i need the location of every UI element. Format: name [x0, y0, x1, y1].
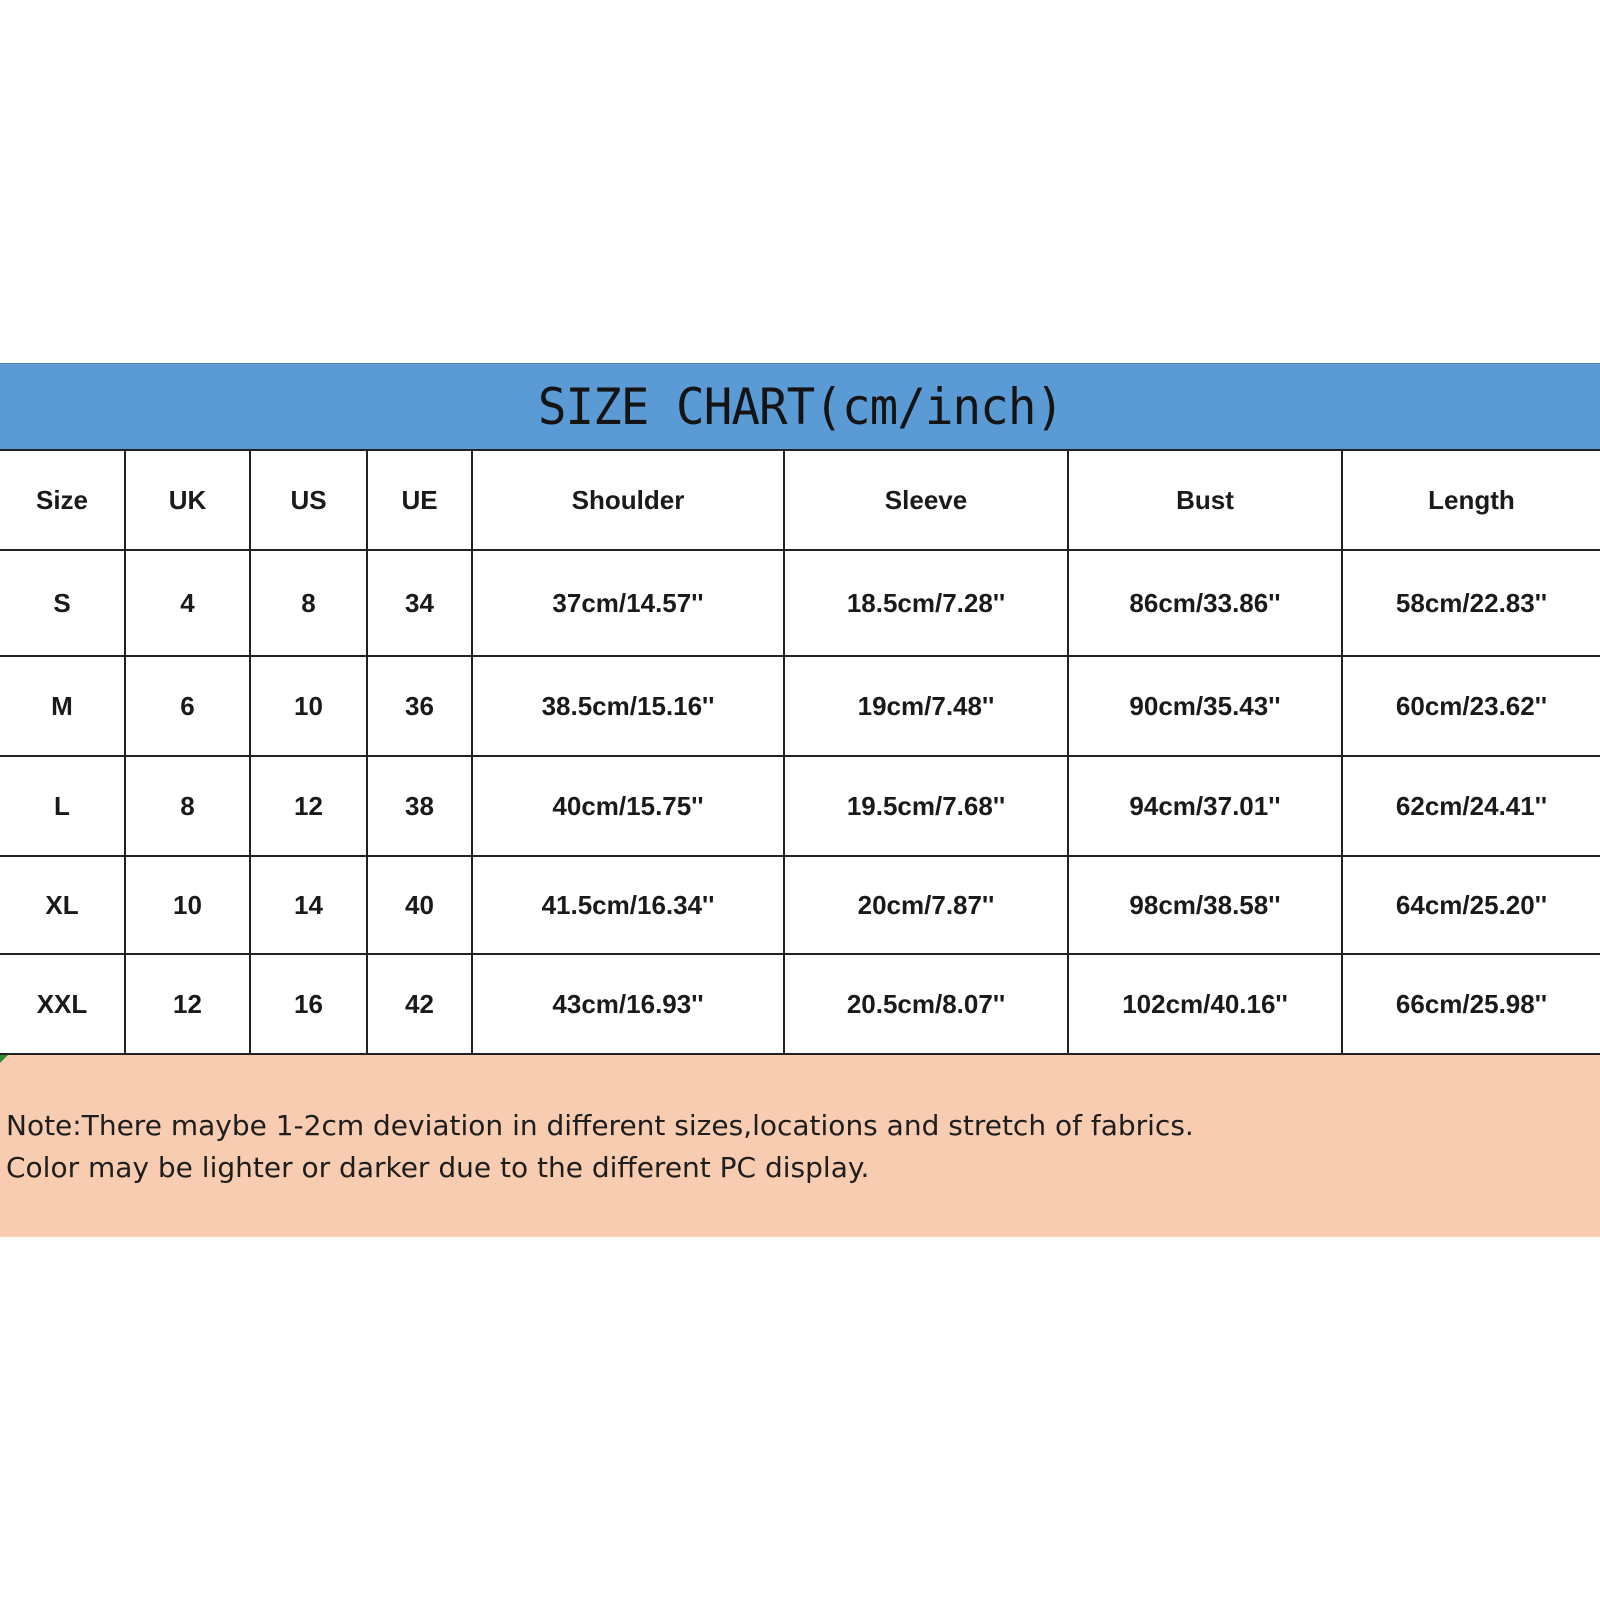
cell-ue: 34	[367, 550, 472, 656]
cell-bust: 94cm/37.01''	[1068, 756, 1342, 856]
header-shoulder: Shoulder	[472, 451, 784, 550]
cell-us: 14	[250, 856, 367, 954]
cell-sleeve: 20.5cm/8.07''	[784, 954, 1068, 1054]
cell-length: 60cm/23.62''	[1342, 656, 1600, 756]
table-row	[0, 856, 1600, 954]
header-length: Length	[1342, 451, 1600, 550]
corner-marker	[0, 1055, 8, 1063]
header-bust: Bust	[1068, 451, 1342, 550]
cell-us: 8	[250, 550, 367, 656]
note-box	[0, 1055, 1600, 1237]
cell-length: 64cm/25.20''	[1342, 856, 1600, 954]
chart-title: SIZE CHART(cm/inch)	[537, 377, 1063, 436]
cell-length: 58cm/22.83''	[1342, 550, 1600, 656]
header-uk: UK	[125, 451, 250, 550]
header-ue: UE	[367, 451, 472, 550]
cell-sleeve: 20cm/7.87''	[784, 856, 1068, 954]
cell-shoulder: 37cm/14.57''	[472, 550, 784, 656]
cell-ue: 42	[367, 954, 472, 1054]
header-sleeve: Sleeve	[784, 451, 1068, 550]
cell-size: XL	[0, 856, 125, 954]
cell-shoulder: 43cm/16.93''	[472, 954, 784, 1054]
cell-uk: 8	[125, 756, 250, 856]
header-row	[0, 451, 1600, 550]
size-table	[0, 451, 1600, 1055]
table-row	[0, 550, 1600, 656]
cell-uk: 12	[125, 954, 250, 1054]
cell-bust: 86cm/33.86''	[1068, 550, 1342, 656]
cell-us: 12	[250, 756, 367, 856]
header-size: Size	[0, 451, 125, 550]
cell-sleeve: 19cm/7.48''	[784, 656, 1068, 756]
cell-bust: 102cm/40.16''	[1068, 954, 1342, 1054]
cell-shoulder: 38.5cm/15.16''	[472, 656, 784, 756]
table-row	[0, 756, 1600, 856]
title-bar	[0, 363, 1600, 451]
table-row	[0, 656, 1600, 756]
cell-us: 16	[250, 954, 367, 1054]
cell-size: S	[0, 550, 125, 656]
cell-shoulder: 40cm/15.75''	[472, 756, 784, 856]
note-line-1: Note:There maybe 1-2cm deviation in different sizes,locations and stretch of fabrics.	[6, 1109, 1194, 1142]
cell-uk: 10	[125, 856, 250, 954]
cell-length: 66cm/25.98''	[1342, 954, 1600, 1054]
cell-uk: 6	[125, 656, 250, 756]
cell-uk: 4	[125, 550, 250, 656]
cell-bust: 90cm/35.43''	[1068, 656, 1342, 756]
note-line-2: Color may be lighter or darker due to the different PC display.	[6, 1151, 870, 1184]
cell-ue: 38	[367, 756, 472, 856]
cell-size: M	[0, 656, 125, 756]
cell-us: 10	[250, 656, 367, 756]
header-us: US	[250, 451, 367, 550]
cell-ue: 40	[367, 856, 472, 954]
cell-length: 62cm/24.41''	[1342, 756, 1600, 856]
cell-sleeve: 19.5cm/7.68''	[784, 756, 1068, 856]
cell-ue: 36	[367, 656, 472, 756]
cell-sleeve: 18.5cm/7.28''	[784, 550, 1068, 656]
table-row	[0, 954, 1600, 1054]
cell-size: XXL	[0, 954, 125, 1054]
cell-bust: 98cm/38.58''	[1068, 856, 1342, 954]
cell-shoulder: 41.5cm/16.34''	[472, 856, 784, 954]
cell-size: L	[0, 756, 125, 856]
size-chart	[0, 363, 1600, 1237]
